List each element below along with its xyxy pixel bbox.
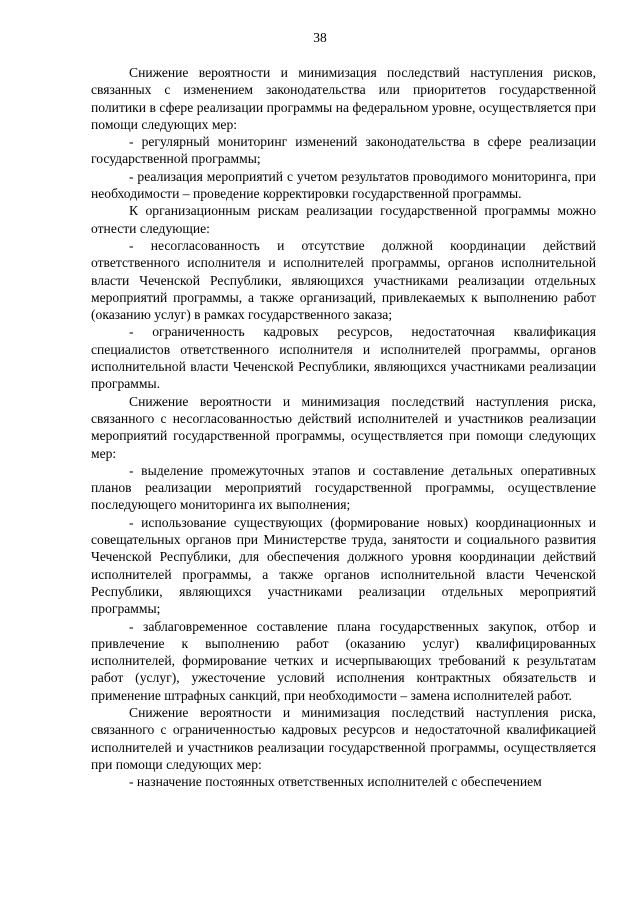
list-item: - регулярный мониторинг изменений законодательства в сфере реализации государственной программы; <box>91 134 596 167</box>
list-item: - использование существующих (формирование новых) координационных и совещательных органов при Министерстве труда, занятости и социального развития Чеченской Республики, для обеспечения должного уровня координации действий исполнителей программы, а также органов исполнительной власти Чеченской Республики, являющихся участниками реализации отдельных мероприятий программы; <box>91 514 596 617</box>
list-item: - выделение промежуточных этапов и составление детальных оперативных планов реализации мероприятий государственной программы, осуществление последующего мониторинга их выполнения; <box>91 462 596 513</box>
list-item: - ограниченность кадровых ресурсов, недостаточная квалификация специалистов ответственного исполнителя и исполнителей программы, органов исполнительной власти Чеченской Республики, являющихся участниками реализации программы. <box>91 324 596 392</box>
paragraph: К организационным рискам реализации государственной программы можно отнести следующие: <box>91 203 596 236</box>
paragraph: Снижение вероятности и минимизация последствий наступления риска, связанного с ограниченностью кадровых ресурсов и недостаточной квалификацией исполнителей и участников реализации государственной программы, осуществляется при помощи следующих мер: <box>91 704 596 772</box>
list-item: - назначение постоянных ответственных исполнителей с обеспечением <box>129 774 542 790</box>
paragraph: Снижение вероятности и минимизация последствий наступления риска, связанного с несогласованностью действий исполнителей и участников реализации мероприятий государственной программы, осуществляется при помощи следующих мер: <box>91 393 596 461</box>
list-item: - реализация мероприятий с учетом результатов проводимого мониторинга, при необходимости – проведение корректировки государственной программы. <box>91 168 596 202</box>
paragraph: Снижение вероятности и минимизация последствий наступления рисков, связанных с изменением законодательства или приоритетов государственной политики в сфере реализации программы на федеральном уровне, осуществляется при помощи следующих мер: <box>91 65 596 132</box>
document-body <box>91 64 596 790</box>
list-item: - заблаговременное составление плана государственных закупок, отбор и привлечение к выполнению работ (оказанию услуг) квалифицированных исполнителей, формирование четких и исчерпывающих требований к результатам работ (услуг), ужесточение условий исполнения контрактных обязательств и применение штрафных санкций, при необходимости – замена исполнителей работ. <box>91 618 596 703</box>
list-item: - несогласованность и отсутствие должной координации действий ответственного исполнителя и исполнителей программы, органов исполнительной власти Чеченской Республики, являющихся участниками реализации отдельных мероприятий программы, а также организаций, привлекаемых к выполнению работ (оказанию услуг) в рамках государственного заказа; <box>91 237 596 323</box>
page-number: 38 <box>313 30 327 45</box>
